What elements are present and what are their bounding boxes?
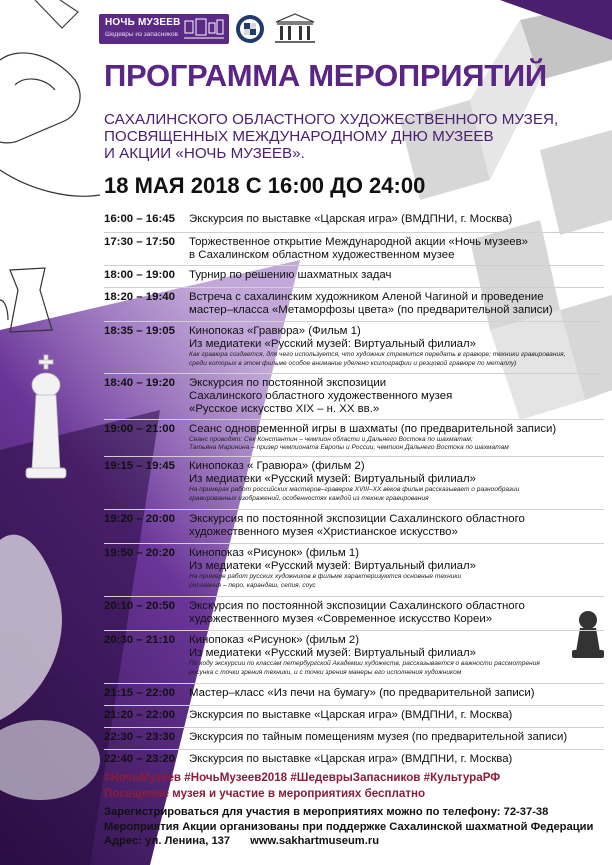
schedule-time: 22:30 – 23:30 [104, 731, 175, 743]
schedule-description [189, 547, 601, 590]
schedule-line: Кинопоказ « Гравюра» (фильм 2) [189, 460, 365, 472]
row-divider [104, 543, 604, 544]
schedule-line: Мастер–класс «Из печи на бумагу» (по предварительной записи) [189, 687, 535, 699]
schedule-line: мастер–класса «Метаморфозы цвета» (по предварительной записи) [189, 304, 553, 317]
schedule-note: Сеанс проводят: Сек Константин – чемпион области и Дальнего Востока по шахматам; [189, 436, 473, 444]
schedule-line: Экскурсия по тайным помещениям музея (по предварительной записи) [189, 731, 568, 743]
row-divider [104, 630, 604, 631]
schedule-line: Экскурсия по выставке «Царская игра» (ВМДПНИ, г. Москва) [189, 709, 513, 721]
schedule-line: Кинопоказ «Рисунок» (фильм 2) [189, 634, 359, 646]
schedule-description [189, 460, 601, 503]
event-date: 18 МАЯ 2018 С 16:00 ДО 24:00 [104, 173, 426, 198]
row-divider [104, 749, 604, 750]
schedule-time: 20:10 – 20:50 [104, 600, 175, 612]
schedule-line: Экскурсия по постоянной экспозиции Сахалинского областного [189, 513, 525, 525]
logo-night-title: НОЧЬ МУЗЕЕВ [105, 17, 181, 28]
schedule-time: 21:15 – 22:00 [104, 687, 175, 699]
schedule-description [189, 325, 601, 368]
website-link[interactable]: www.sakhartmuseum.ru [250, 835, 380, 847]
schedule-time: 19:20 – 20:00 [104, 513, 175, 525]
schedule-description [189, 709, 601, 722]
schedule-description [189, 753, 601, 766]
page-title: ПРОГРАММА МЕРОПРИЯТИЙ [104, 58, 547, 93]
schedule-time: 18:00 – 19:00 [104, 269, 175, 281]
schedule-line: Из медиатеки «Русский музей: Виртуальный филиал» [189, 647, 476, 660]
schedule-time: 17:30 – 17:50 [104, 236, 175, 248]
schedule-line: художественного музея «Христианское искусство» [189, 526, 458, 539]
schedule-time: 16:00 – 16:45 [104, 213, 175, 225]
subtitle-line: ПОСВЯЩЕННЫХ МЕЖДУНАРОДНОМУ ДНЮ МУЗЕЕВ [104, 128, 494, 145]
schedule-description [189, 731, 601, 744]
hashtags: #НочьМузеев #НочьМузеев2018 #ШедеврыЗапасников #КультураРФ [104, 771, 501, 784]
row-divider [104, 705, 604, 706]
subtitle-line: И АКЦИИ «НОЧЬ МУЗЕЕВ». [104, 145, 305, 162]
schedule-line: Из медиатеки «Русский музей: Виртуальный филиал» [189, 560, 476, 573]
schedule-time: 18:40 – 19:20 [104, 377, 175, 389]
row-divider [104, 596, 604, 597]
schedule-time: 22:40 – 23:20 [104, 753, 175, 765]
row-divider [104, 683, 604, 684]
row-divider [104, 419, 604, 420]
schedule-time: 21:20 – 22:00 [104, 709, 175, 721]
schedule-time: 20:30 – 21:10 [104, 634, 175, 646]
schedule-line: Сахалинского областного художественного музея [189, 390, 453, 403]
schedule-description [189, 513, 601, 539]
schedule-note: гравированных изображений, особенностях каждой из техник гравирования [189, 494, 429, 502]
schedule-time: 19:00 – 21:00 [104, 423, 175, 435]
row-divider [104, 727, 604, 728]
schedule-description [189, 236, 601, 262]
schedule-time: 19:50 – 20:20 [104, 547, 175, 559]
schedule-note: среди которых в этом фильме особое внимание уделено ксилографии и резцовой гравюре по металлу) [189, 359, 517, 367]
row-divider [104, 287, 604, 288]
support-info: Мероприятия Акции организованы при поддержке Сахалинской шахматной Федерации [104, 820, 594, 833]
schedule-description [189, 269, 601, 282]
schedule-line: Экскурсия по постоянной экспозиции [189, 377, 387, 389]
chess-federation-emblem [235, 14, 265, 44]
schedule-line: Турнир по решению шахматных задач [189, 269, 392, 281]
night-of-museums-logo [99, 14, 229, 44]
schedule-line: Экскурсия по выставке «Царская игра» (ВМДПНИ, г. Москва) [189, 753, 513, 765]
schedule-note: На примерах работ российских мастеров–граверов XVIII–XX веков фильм рассказывает о разнообразии [189, 486, 520, 494]
footer [104, 805, 593, 849]
schedule-line: художественного музея «Современное искусство Кореи» [189, 613, 493, 626]
schedule-description [189, 600, 601, 626]
schedule-line: в Сахалинском областном художественном музее [189, 249, 455, 262]
row-divider [104, 456, 604, 457]
address-line [104, 834, 593, 849]
schedule-note: рисования – перо, карандаш, сепия, соус [189, 581, 316, 589]
schedule-line: Экскурсия по выставке «Царская игра» (ВМДПНИ, г. Москва) [189, 213, 513, 225]
schedule-note: Татьяна Маринина – призер чемпионата Европы и России, чемпион Дальнего Востока по шахматам [189, 444, 509, 452]
schedule-description [189, 291, 601, 317]
subtitle-line: САХАЛИНСКОГО ОБЛАСТНОГО ХУДОЖЕСТВЕННОГО МУЗЕЯ, [104, 111, 559, 128]
museum-building-logo [272, 12, 318, 46]
row-divider [104, 265, 604, 266]
schedule-description [189, 213, 601, 226]
schedule-line: «Русское искусство XIX – н. XX вв.» [189, 403, 380, 416]
schedule-note: Как гравюра создается, для чего используется, что художник стремится передать в гравюре; техники гравирования, [189, 351, 566, 359]
row-divider [104, 373, 604, 374]
schedule-line: Кинопоказ «Рисунок» (фильм 1) [189, 547, 359, 559]
schedule-line: Из медиатеки «Русский музей: Виртуальный филиал» [189, 473, 476, 486]
schedule-description [189, 687, 601, 700]
schedule-note: По ходу экскурсии по классам петербургской Академии художеств, рассказывается о важности рассмотрения [189, 660, 540, 668]
schedule-line: Кинопоказ «Гравюра» (Фильм 1) [189, 325, 361, 337]
schedule-note: На примере работ русских художников в фильме характеризуются основные техники [189, 573, 462, 581]
schedule-time: 19:15 – 19:45 [104, 460, 175, 472]
schedule-note: рисунка с точки зрения техники, и с точки зрения манеры его исполнения художником [189, 668, 462, 676]
schedule-line: Экскурсия по постоянной экспозиции Сахалинского областного [189, 600, 525, 612]
schedule-description [189, 423, 601, 453]
subtitle [104, 111, 558, 162]
schedule-description [189, 377, 601, 417]
row-divider [104, 321, 604, 322]
schedule-time: 18:35 – 19:05 [104, 325, 175, 337]
row-divider [104, 232, 604, 233]
free-admission-notice: Посещение музея и участие в мероприятиях бесплатно [104, 787, 426, 800]
schedule-line: Торжественное открытие Международной акции «Ночь музеев» [189, 236, 529, 248]
gallery-frames-icon [184, 18, 224, 40]
schedule-line: Сеанс одновременной игры в шахматы (по предварительной записи) [189, 423, 557, 435]
logo-night-subtitle: Шедевры из запасников [105, 31, 178, 38]
schedule-description [189, 634, 601, 677]
schedule-time: 18:20 – 19:40 [104, 291, 175, 303]
address: Адрес: ул. Ленина, 137 [104, 835, 231, 847]
schedule-line: Из медиатеки «Русский музей: Виртуальный филиал» [189, 338, 476, 351]
registration-info: Зарегистрироваться для участия в мероприятиях можно по телефону: 72-37-38 [104, 806, 549, 818]
schedule-line: Встреча с сахалинским художником Аленой Чагиной и проведение [189, 291, 544, 303]
row-divider [104, 509, 604, 510]
